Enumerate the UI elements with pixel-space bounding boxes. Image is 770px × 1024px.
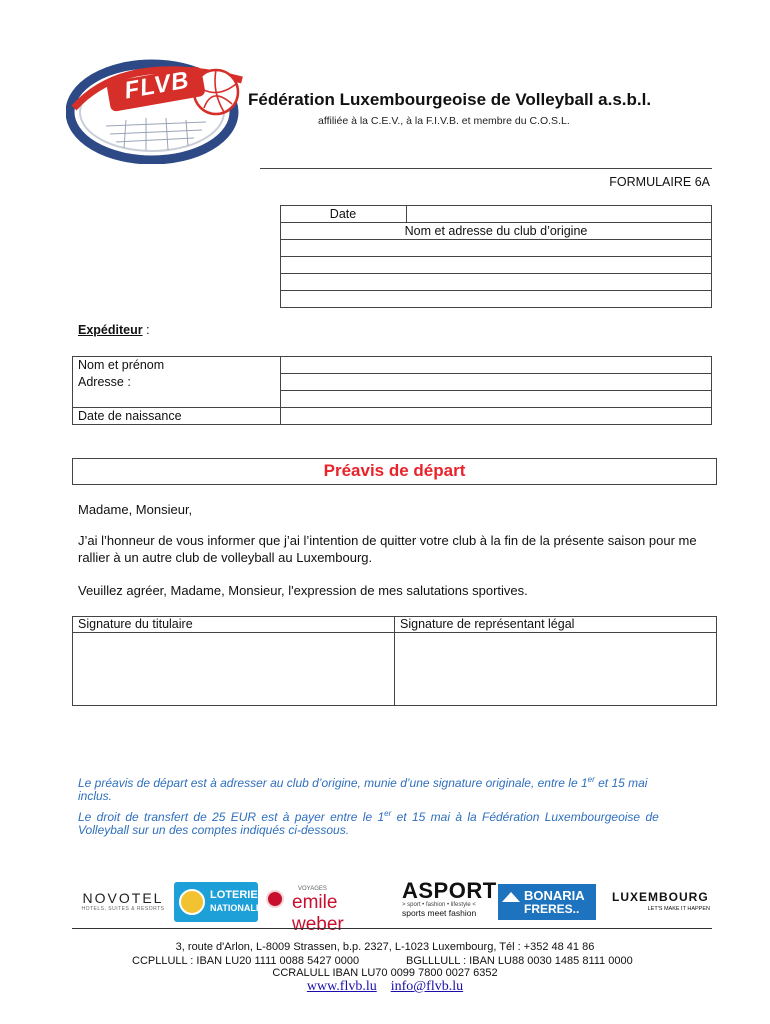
sender-address-field[interactable]	[281, 374, 711, 406]
footer-bank-bgl: BGLLLULL : IBAN LU88 0030 1485 8111 0000	[406, 955, 633, 967]
federation-subtitle: affiliée à la C.E.V., à la F.I.V.B. et membre du C.O.S.L.	[318, 115, 570, 127]
note-line1-start: Le préavis de départ est à adresser au club d’origine, munie d’une signature originale, entre le 1	[78, 776, 588, 790]
form-id: FORMULAIRE 6A	[609, 175, 710, 189]
note-line4: Volleyball sur un des comptes indiqués ci-dessous.	[78, 823, 350, 837]
footer-bank-ccra: CCRALULL IBAN LU70 0099 7800 0027 6352	[272, 967, 498, 979]
asport-name: ASPORT	[402, 878, 497, 903]
federation-title: Fédération Luxembourgeoise de Volleyball a.s.b.l.	[248, 90, 652, 109]
note-line3-start: Le droit de transfert de 25 EUR est à payer entre le 1	[78, 810, 385, 824]
date-field[interactable]	[407, 206, 711, 221]
asport-slogan: sports meet fashion	[402, 908, 477, 918]
signature-holder-field[interactable]	[73, 633, 393, 705]
letter-paragraph-line1: J’ai l’honneur de vous informer que j’ai l’intention de quitter votre club à la fin de la présente saison pour me	[78, 533, 697, 548]
sender-heading-label: Expéditeur	[78, 323, 143, 337]
bonaria-line1: BONARIA	[524, 888, 585, 903]
loterie-clover-icon	[179, 889, 205, 915]
sender-heading	[78, 323, 150, 337]
website-link[interactable]: www.flvb.lu	[306, 979, 377, 994]
emile-name: emile weber	[292, 892, 344, 935]
loterie-line2: NATIONALE	[210, 903, 262, 913]
note-line1-end: et 15 mai	[594, 776, 648, 790]
signature-legal-rep-field[interactable]	[395, 633, 716, 705]
salutation: Madame, Monsieur,	[78, 502, 193, 517]
logo-text: FLVB	[122, 66, 192, 105]
sponsor-bonaria	[498, 884, 596, 920]
asport-tagline: > sport • fashion • lifestyle <	[402, 902, 476, 908]
novotel-name: NOVOTEL	[82, 890, 164, 906]
club-origin-label: Nom et adresse du club d’origine	[404, 224, 588, 238]
emile-small: VOYAGES	[298, 886, 327, 892]
bonaria-house-icon	[502, 892, 520, 902]
note-line3-end: et 15 mai à la Fédération Luxembourgeoise de	[391, 810, 659, 824]
sender-name-label: Nom et prénom	[78, 358, 165, 372]
sponsor-novotel	[80, 890, 166, 920]
footer-divider	[72, 928, 712, 929]
sponsor-emile-weber	[266, 886, 394, 935]
note-line2: inclus.	[78, 789, 113, 803]
club-table-row-line	[280, 222, 712, 223]
signature-legal-rep-label: Signature de représentant légal	[400, 617, 575, 631]
footer-bank-ccp: CCPLLULL : IBAN LU20 1111 0088 5427 0000	[132, 955, 360, 967]
note-line1	[78, 771, 647, 792]
note-line3-sup: er	[384, 809, 392, 818]
letter-closing: Veuillez agréer, Madame, Monsieur, l'expression de mes salutations sportives.	[78, 583, 528, 598]
sender-address-label: Adresse :	[78, 375, 131, 389]
sender-birthdate-label: Date de naissance	[78, 409, 182, 423]
sponsor-luxembourg	[612, 890, 710, 918]
luxembourg-tagline: LET'S MAKE IT HAPPEN	[647, 906, 710, 912]
sender-heading-colon: :	[142, 323, 150, 337]
signature-holder-label: Signature du titulaire	[78, 617, 193, 631]
novotel-tagline: HOTELS, SUITES & RESORTS	[81, 906, 165, 912]
sender-name-field[interactable]	[281, 357, 711, 372]
sponsor-loterie	[174, 882, 262, 922]
club-origin-field[interactable]	[281, 240, 711, 307]
email-link[interactable]: info@flvb.lu	[390, 979, 464, 994]
flvb-logo	[66, 56, 244, 164]
emile-flag-icon	[266, 890, 284, 908]
sponsor-asport	[402, 878, 497, 924]
note-line1-sup: er	[587, 775, 595, 784]
footer-links	[0, 979, 770, 995]
bonaria-line2: FRERES..	[524, 902, 580, 916]
luxembourg-name: LUXEMBOURG	[612, 890, 709, 904]
header-divider	[260, 168, 712, 169]
loterie-line1: LOTERIE	[210, 889, 258, 901]
sender-birthdate-field[interactable]	[281, 408, 711, 424]
footer-address: 3, route d'Arlon, L-8009 Strassen, b.p. 2327, L-1023 Luxembourg, Tél : +352 48 41 86	[175, 941, 595, 953]
letter-paragraph-line2: rallier à un autre club de volleyball au Luxembourg.	[78, 550, 373, 565]
date-label: Date	[329, 207, 357, 221]
document-title: Préavis de départ	[323, 461, 466, 480]
